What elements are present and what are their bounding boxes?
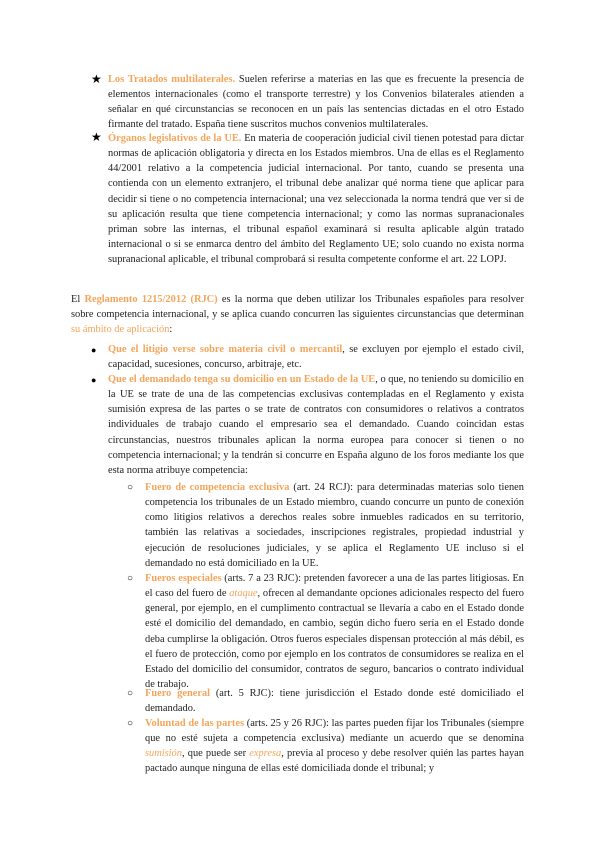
bullet-text: En materia de cooperación judicial civil tienen potestad para dictar normas de aplicación obligatoria y directa en los Estados miembros. Una de ellas es el Reglamento 44/2001 relativo a la competencia judicial internacional. Por tanto, cuando se presenta una contienda con un elemento extranjero, el tribunal debe analizar qué norma tiene que aplicar para decidir si tiene o no competencia internacional; una vez seleccionada la norma tendrá que ver si de su aplicación resulta que tiene competencia internacional; y como las normas supranacionales priman sobre las internas, el tribunal español examinará si resulta aplicable algún tratado internacional o si se enmarca dentro del ámbito del Reglamento UE; solo cuando no exista norma supranacional aplicable, el tribunal comprobará si resulta competente conforme el art. 22 LOPJ. xyxy=(108,133,524,266)
fuero-competencia-exclusiva xyxy=(145,480,524,571)
condition-text: , o que, no teniendo su domicilio en la UE se trate de una de las competencias exclusivas contempladas en el Reglamento y exista sumisión expresa de las partes o se trate de contratos con consumidores o relativos a contratos individuales de trabajo cuando el empresario sea el demandado. Cuando coincidan estas circunstancias, nuestros tribunales aplican la norma europea para conocer si tienen o no competencia internacional; y la tendrán si concurre en España alguno de los foros mediante los que esta norma atribuye competencia: xyxy=(108,374,524,476)
term-materia-civil: Que el litigio verse sobre materia civil o mercantil xyxy=(108,344,343,355)
bullet-multilateral-treaties xyxy=(108,72,524,133)
fuero-text: , ofrecen al demandante opciones adicionales respecto del fuero general, por ejemplo, en el cumplimento contractual se llevaría a cabo en el Estado donde esté el domicilio del demandado, en cambio, según dicho fuero sería en el Estado donde deba cumplirse la obligación. Otros fueros especiales dispensan protección al más débil, es el fuero de protección, como por ejemplo en los contratos de consumidores se realiza en el Estado del domicilio del consumidor, contratos de seguro, bancarios o contrato individual de trabajo. xyxy=(145,588,525,691)
condition-text: , se excluyen por ejemplo el estado civil, capacidad, sucesiones, concurso, arbitraje, etc. xyxy=(108,344,524,371)
circle-bullet-icon: ○ xyxy=(127,688,134,699)
fuero-text: (art. 24 RCJ): para determinadas materias solo tienen competencia los tribunales de un Estado miembro, cuando concurre un punto de conexión como litigios relativos a derechos reales sobre inmuebles radicados en su territorio, también las relativas a sociedades, inscripciones registrales, propiedad industrial y ejecución de resoluciones judiciales, y se aplica el Reglamento UE incluso si el demandado no está domiciliado en la UE. xyxy=(145,482,524,569)
intro-text: es la norma que deben utilizar los Tribunales españoles para resolver sobre competencia internacional, y se aplica cuando concurren las siguientes circunstancias que determinan xyxy=(71,294,524,321)
term-reglamento: Reglamento 1215/2012 (RJC) xyxy=(84,294,218,305)
term-organos-legislativos: Órganos legislativos de la UE. xyxy=(108,133,242,144)
circle-bullet-icon: ○ xyxy=(127,718,134,729)
fuero-text: (arts. 7 a 23 RJC): pretenden favorecer a una de las partes litigiosas. En el caso del fuero de xyxy=(145,573,525,600)
intro-text: El xyxy=(71,294,85,305)
term-ambito-aplicacion: su ámbito de aplicación xyxy=(71,324,170,336)
term-fueros-especiales: Fueros especiales xyxy=(145,573,222,584)
term-expresa: expresa xyxy=(249,748,282,760)
intro-text: : xyxy=(169,324,173,336)
fuero-general xyxy=(145,686,524,716)
fuero-text: (arts. 25 y 26 RJC): las partes pueden fijar los Tribunales (siempre que no esté sujeta a competencia exclusiva) mediante un acuerdo que se denomina xyxy=(145,718,524,745)
term-ataque: ataque xyxy=(229,588,258,600)
term-voluntad-partes: Voluntad de las partes xyxy=(145,718,245,729)
disc-bullet-icon: ● xyxy=(91,345,97,355)
voluntad-partes xyxy=(145,716,524,777)
term-fuero-general: Fuero general xyxy=(145,688,211,699)
circle-bullet-icon: ○ xyxy=(127,573,134,584)
bullet-eu-legislative-bodies xyxy=(108,131,524,267)
term-sumision: sumisión xyxy=(145,748,182,760)
term-competencia-exclusiva: Fuero de competencia exclusiva xyxy=(145,482,290,493)
condition-domicilio-ue xyxy=(108,372,524,478)
term-tratados-multilaterales: Los Tratados multilaterales. xyxy=(108,74,236,85)
intro-paragraph xyxy=(71,292,524,337)
fueros-especiales xyxy=(145,571,524,692)
fuero-text: , previa al proceso y debe resolver quién las partes hayan pactado aunque ninguna de ellas esté domiciliada donde el tribunal; y xyxy=(145,748,524,775)
fuero-text: (art. 5 RJC): tiene jurisdicción el Estado donde esté domiciliado el demandado. xyxy=(145,688,524,715)
star-bullet-icon: ★ xyxy=(91,130,102,144)
condition-materia-civil xyxy=(108,342,524,372)
circle-bullet-icon: ○ xyxy=(127,482,134,493)
bullet-text: Suelen referirse a materias en las que es frecuente la presencia de elementos internacionales (como el transporte terrestre) y los Convenios bilaterales atienden a señalar en qué circunstancias se reconocen en un país las sentencias dictadas en el otro Estado firmante del tratado. España tiene suscritos muchos convenios multilaterales. xyxy=(108,74,524,131)
fuero-text: , que puede ser xyxy=(181,748,250,760)
disc-bullet-icon: ● xyxy=(91,375,97,385)
star-bullet-icon: ★ xyxy=(91,72,102,86)
term-domicilio-ue: Que el demandado tenga su domicilio en un Estado de la UE xyxy=(108,374,376,385)
